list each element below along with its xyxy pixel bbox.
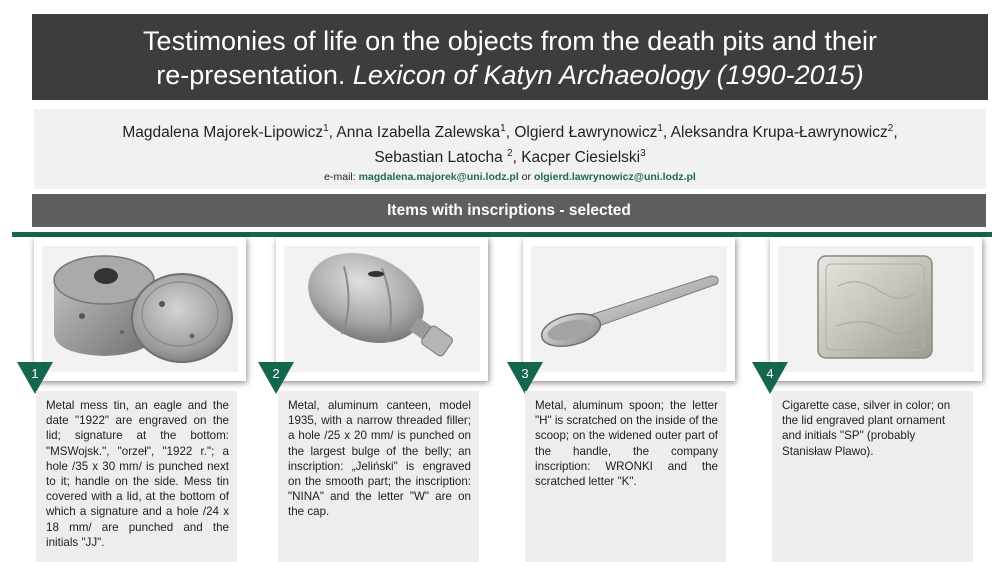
author-name: Kacper Ciesielski: [521, 149, 641, 167]
author-separator: ,: [328, 124, 337, 142]
author-name: Anna Izabella Zalewska: [336, 124, 501, 142]
title-line-2: [32, 58, 988, 92]
item-photo-spoon: [523, 237, 735, 381]
author-separator: ,: [893, 124, 898, 142]
poster-title: [32, 14, 988, 100]
author-separator: ,: [512, 149, 522, 167]
title-line-2-plain: re-presentation.: [156, 60, 353, 90]
author-name: Sebastian Latocha: [374, 149, 508, 167]
author-separator: ,: [505, 124, 515, 142]
email-link-1[interactable]: magdalena.majorek@uni.lodz.pl: [358, 171, 519, 184]
author-name: Magdalena Majorek-Lipowicz: [122, 124, 324, 142]
contact-email: [34, 171, 986, 183]
spoon-image: [531, 246, 727, 372]
item-number-2: 2: [272, 366, 280, 381]
item-description-2: Metal, aluminum canteen, model 1935, with a narrow threaded filler; a hole /25 x 20 mm/ is punched on the largest bulge of the belly; an inscription: „Jeliński" is engraved on the smooth part; the inscription: "NINA" and the letter "W" are on the cap.: [278, 391, 479, 562]
author-name: Aleksandra Krupa-Ławrynowicz: [670, 124, 888, 142]
item-description-3: Metal, aluminum spoon; the letter "H" is scratched on the inside of the scoop; on the widened outer part of the handle, the company inscription: WRONKI and the scratched letter "K".: [525, 391, 726, 562]
author-separator: ,: [662, 124, 671, 142]
author-name: Olgierd Ławrynowicz: [514, 124, 658, 142]
author-affiliation: 2: [507, 148, 513, 160]
title-line-1: Testimonies of life on the objects from the death pits and their: [143, 26, 877, 56]
item-photo-canteen: [276, 237, 488, 381]
author-affiliation: 1: [657, 123, 663, 134]
item-photo-mess-tin: [34, 237, 246, 381]
cigarette-case-image: [778, 246, 974, 372]
author-affiliation: 2: [887, 123, 894, 134]
author-list: [34, 109, 986, 168]
item-description-1: Metal mess tin, an eagle and the date "1922" are engraved on the lid; signature at the bottom: "MSWojsk.", "orzeł", "1922 r."; a hole /35 x 30 mm/ is punched next to it; handle on the side. Mess tin covered with a lid, at the bottom of which a signature and a hole /24 x 18 mm/ are punched and the initials "JJ".: [36, 391, 237, 562]
email-link-2[interactable]: olgierd.lawrynowicz@uni.lodz.pl: [533, 171, 696, 184]
title-line-2-italic: Lexicon of Katyn Archaeology (1990-2015): [352, 60, 864, 90]
canteen-image: [284, 246, 480, 372]
item-number-3: 3: [521, 366, 529, 381]
item-photo-cigarette-case: [770, 237, 982, 381]
section-title: Items with inscriptions - selected: [32, 194, 986, 227]
email-label: e-mail:: [324, 171, 359, 184]
item-description-4: Cigarette case, silver in color; on the lid engraved plant ornament and initials "SP" (probably Stanisław Plawo).: [772, 391, 973, 562]
mess-tin-image: [42, 246, 238, 372]
author-affiliation: 3: [640, 148, 646, 160]
author-affiliation: 1: [500, 123, 506, 134]
item-number-4: 4: [766, 366, 774, 381]
authors-panel: [34, 109, 986, 189]
email-or: or: [518, 171, 534, 184]
item-number-1: 1: [31, 366, 39, 381]
author-affiliation: 1: [323, 123, 329, 134]
